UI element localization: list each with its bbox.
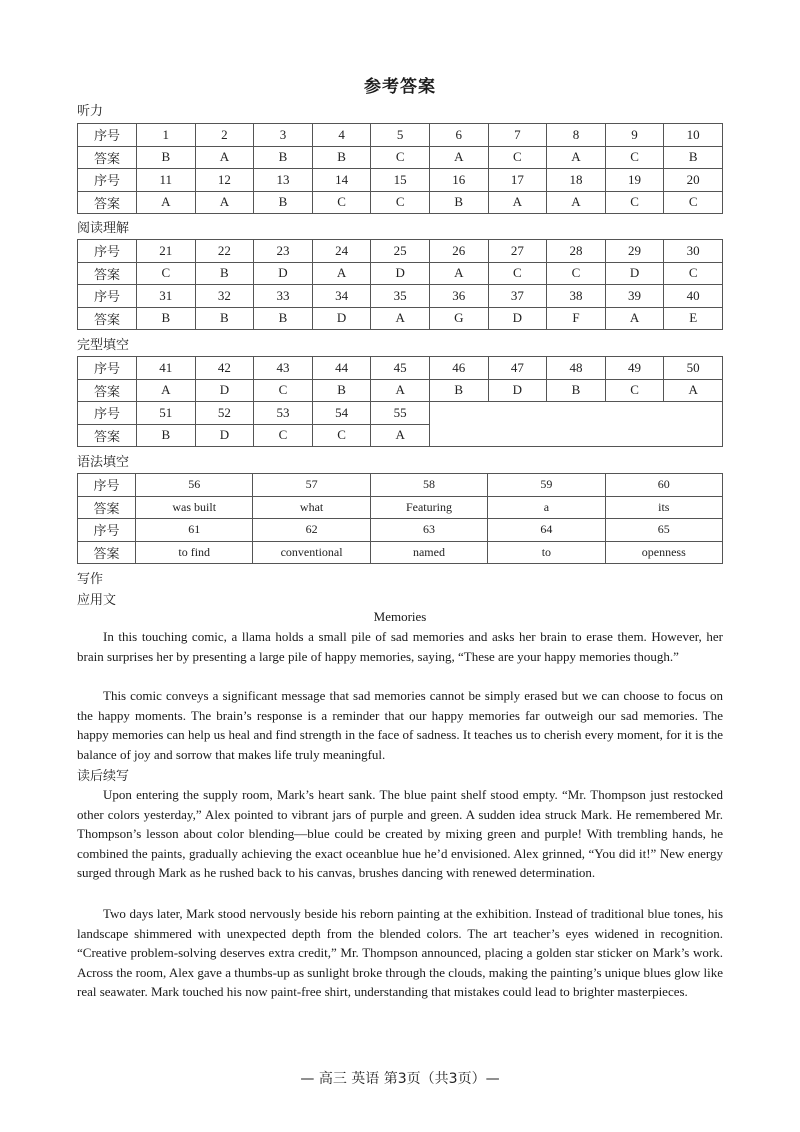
answer-cell: a [488,496,605,519]
table-row [78,541,723,564]
answer-cell: A [312,262,371,285]
answer-cell: A [137,379,196,402]
question-number: 60 [605,474,722,497]
table-row [78,146,723,169]
answer-cell: C [254,424,313,447]
question-number: 33 [254,285,313,308]
row-header: 答案 [78,262,137,285]
table-row [78,474,723,497]
reading-answer-table [77,239,723,330]
answer-cell: C [371,146,430,169]
question-number: 37 [488,285,547,308]
question-number: 5 [371,124,430,147]
row-header: 答案 [78,146,137,169]
answer-cell: A [371,379,430,402]
row-header: 序号 [78,519,136,542]
question-number: 32 [195,285,254,308]
question-number: 40 [664,285,723,308]
answer-cell: C [547,262,606,285]
question-number: 10 [664,124,723,147]
answer-cell: C [312,191,371,214]
row-header: 答案 [78,496,136,519]
answer-cell: Featuring [370,496,487,519]
answer-cell: to [488,541,605,564]
question-number: 21 [137,240,196,263]
question-number: 20 [664,169,723,192]
answer-cell: A [429,262,488,285]
answer-cell: A [195,146,254,169]
table-row [78,285,723,308]
answer-cell: B [254,146,313,169]
answer-cell: C [488,262,547,285]
table-row [78,307,723,330]
row-header: 答案 [78,424,137,447]
question-number: 27 [488,240,547,263]
table-row [78,496,723,519]
question-number: 54 [312,402,371,425]
continuation-paragraph-1: Upon entering the supply room, Mark’s heart sank. The blue paint shelf stood empty. “Mr. Thompson just restocked other colors yesterday,” Alex pointed to vibrant jars of purple and green. A sudden idea struck Mark. He remembered Mr. Thompson’s lesson about color blending—blue could be created by mixing green and purple! With trembling hands, he combined the paints, gradually achieving the exact oceanblue hue he’d envisioned. Alex grinned, “You did it!” New energy surged through Mark as he rushed back to his canvas, brushes dancing with renewed determination. [77,787,723,880]
answer-cell: C [605,146,664,169]
question-number: 44 [312,357,371,380]
question-number: 42 [195,357,254,380]
answer-cell: B [195,262,254,285]
question-number: 23 [254,240,313,263]
question-number: 56 [136,474,253,497]
answer-cell: what [253,496,370,519]
question-number: 64 [488,519,605,542]
section-label-applied-writing: 应用文 [77,593,117,608]
question-number: 46 [429,357,488,380]
row-header: 序号 [78,240,137,263]
answer-cell: C [605,191,664,214]
answer-cell: named [370,541,487,564]
answer-cell: B [312,379,371,402]
section-label-grammar: 语法填空 [77,455,130,470]
section-label-continuation-writing: 读后续写 [77,769,130,784]
answer-cell: C [137,262,196,285]
section-label-writing: 写作 [77,572,104,587]
row-header: 序号 [78,357,137,380]
answer-cell: B [312,146,371,169]
page-title: 参考答案 [364,77,436,97]
question-number: 25 [371,240,430,263]
question-number: 15 [371,169,430,192]
row-header: 序号 [78,169,137,192]
answer-cell: D [195,424,254,447]
table-row [78,169,723,192]
section-label-cloze: 完型填空 [77,338,130,353]
question-number: 59 [488,474,605,497]
question-number: 4 [312,124,371,147]
table-row [78,379,723,402]
answer-cell: A [195,191,254,214]
answer-cell: C [664,191,723,214]
row-header: 序号 [78,474,136,497]
continuation-paragraph-2: Two days later, Mark stood nervously beside his reborn painting at the exhibition. Instead of traditional blue tones, his landscape shimmered with unexpected depth from the blended colors. The art teacher’s eyes widened in recognition. “Creative problem-solving deserves extra credit,” Mr. Thompson announced, placing a golden star sticker on Mark’s work. Across the room, Alex gave a thumbs-up as sunlight broke through the clouds, making the painting’s unique blues glow like real seawater. Mark touched his now paint-free shirt, understanding that mistakes could lead to brighter masterpieces. [77,906,723,999]
cloze-answer-table [77,356,723,447]
question-number: 14 [312,169,371,192]
question-number: 9 [605,124,664,147]
answer-cell: D [488,307,547,330]
answer-cell: B [664,146,723,169]
table-row [78,124,723,147]
answer-cell: to find [136,541,253,564]
row-header: 答案 [78,307,137,330]
question-number: 45 [371,357,430,380]
answer-cell: E [664,307,723,330]
answer-cell: D [312,307,371,330]
answer-cell: A [605,307,664,330]
question-number: 51 [137,402,196,425]
answer-cell: A [547,146,606,169]
table-row [78,240,723,263]
empty-cell [429,402,722,447]
answer-cell: C [254,379,313,402]
question-number: 52 [195,402,254,425]
question-number: 62 [253,519,370,542]
question-number: 57 [253,474,370,497]
question-number: 28 [547,240,606,263]
answer-cell: F [547,307,606,330]
question-number: 34 [312,285,371,308]
answer-cell: D [371,262,430,285]
listening-answer-table [77,123,723,214]
section-label-listening: 听力 [77,104,104,119]
answer-cell: B [137,424,196,447]
question-number: 35 [371,285,430,308]
answer-cell: C [664,262,723,285]
question-number: 49 [605,357,664,380]
answer-cell: B [254,191,313,214]
answer-cell: C [312,424,371,447]
answer-cell: openness [605,541,722,564]
question-number: 39 [605,285,664,308]
question-number: 16 [429,169,488,192]
row-header: 序号 [78,285,137,308]
page-footer: — 高三 英语 第3页（共3页）— [300,1071,500,1087]
answer-cell: A [429,146,488,169]
question-number: 24 [312,240,371,263]
answer-cell: A [371,424,430,447]
applied-paragraph-1: In this touching comic, a llama holds a small pile of sad memories and asks her brain to erase them. However, her brain surprises her by presenting a large pile of happy memories, saying, “These are your happy memories though.” [77,629,723,664]
answer-cell: B [547,379,606,402]
answer-cell: D [488,379,547,402]
answer-cell: C [605,379,664,402]
section-label-reading: 阅读理解 [77,221,130,236]
answer-cell: was built [136,496,253,519]
question-number: 22 [195,240,254,263]
row-header: 答案 [78,379,137,402]
answer-cell: B [195,307,254,330]
question-number: 6 [429,124,488,147]
table-row [78,357,723,380]
applied-paragraph-2: This comic conveys a significant message that sad memories cannot be simply erased but we can choose to focus on the happy moments. The brain’s response is a reminder that our happy memories far outweigh our sad memories. The happy memories can help us heal and find strength in the face of sadness. It teaches us to cherish every moment, for it is the balance of joy and sorrow that makes life truly meaningful. [77,688,723,762]
question-number: 53 [254,402,313,425]
table-row [78,519,723,542]
answer-cell: conventional [253,541,370,564]
question-number: 2 [195,124,254,147]
answer-cell: C [371,191,430,214]
question-number: 1 [137,124,196,147]
question-number: 50 [664,357,723,380]
question-number: 8 [547,124,606,147]
question-number: 12 [195,169,254,192]
answer-cell: A [547,191,606,214]
answer-cell: B [254,307,313,330]
answer-cell: its [605,496,722,519]
answer-cell: B [137,146,196,169]
answer-cell: D [195,379,254,402]
question-number: 43 [254,357,313,380]
table-row [78,402,723,425]
answer-cell: D [605,262,664,285]
question-number: 55 [371,402,430,425]
answer-cell: A [137,191,196,214]
question-number: 11 [137,169,196,192]
table-row [78,191,723,214]
question-number: 47 [488,357,547,380]
question-number: 30 [664,240,723,263]
row-header: 答案 [78,191,137,214]
question-number: 61 [136,519,253,542]
answer-cell: B [429,191,488,214]
question-number: 29 [605,240,664,263]
answer-cell: C [488,146,547,169]
question-number: 63 [370,519,487,542]
question-number: 65 [605,519,722,542]
question-number: 7 [488,124,547,147]
row-header: 序号 [78,402,137,425]
grammar-answer-table [77,473,723,564]
question-number: 36 [429,285,488,308]
question-number: 38 [547,285,606,308]
question-number: 41 [137,357,196,380]
question-number: 26 [429,240,488,263]
answer-cell: B [137,307,196,330]
question-number: 13 [254,169,313,192]
question-number: 19 [605,169,664,192]
answer-cell: D [254,262,313,285]
table-row [78,262,723,285]
question-number: 48 [547,357,606,380]
row-header: 序号 [78,124,137,147]
question-number: 58 [370,474,487,497]
row-header: 答案 [78,541,136,564]
question-number: 3 [254,124,313,147]
answer-cell: B [429,379,488,402]
question-number: 31 [137,285,196,308]
question-number: 18 [547,169,606,192]
essay-title: Memories [373,609,427,624]
answer-cell: A [371,307,430,330]
answer-cell: A [664,379,723,402]
question-number: 17 [488,169,547,192]
answer-cell: G [429,307,488,330]
answer-cell: A [488,191,547,214]
